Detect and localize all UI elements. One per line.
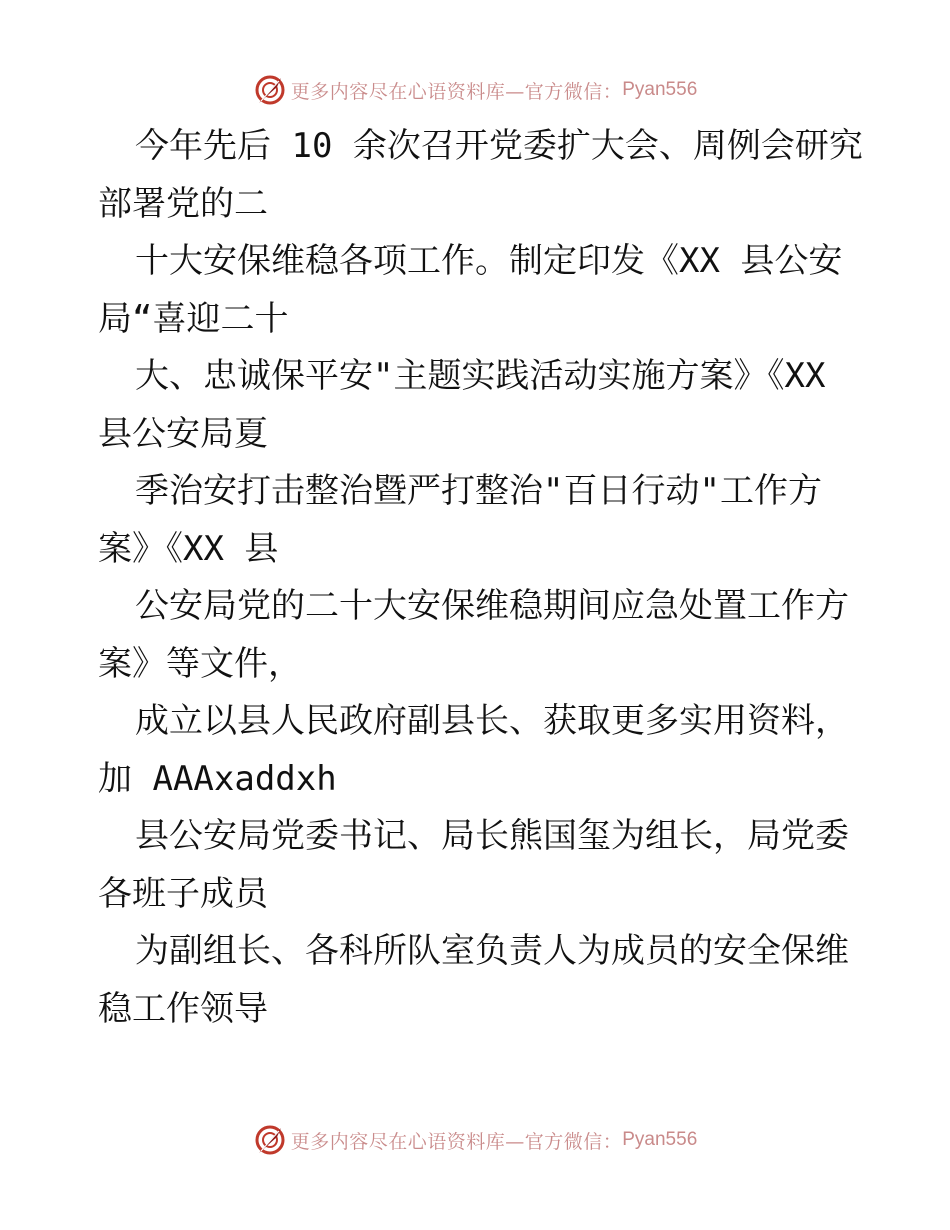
header-watermark-brand: Pyan556: [622, 79, 698, 100]
text-line: 公安局党的二十大安保维稳期间应急处置工作方: [135, 586, 849, 626]
text-line: 部署党的二: [98, 183, 268, 224]
text-line: 县公安局党委书记、局长熊国玺为组长，局党委: [135, 816, 849, 856]
text-line: 成立以县人民政府副县长、获取更多实用资料，: [135, 701, 849, 741]
text-line: 今年先后 10 余次召开党委扩大会、周例会研究: [135, 126, 863, 166]
text-line: 十大安保维稳各项工作。制定印发《XX 县公安: [135, 241, 843, 281]
text-line: 案》等文件，: [98, 643, 302, 684]
body-text: [98, 118, 863, 1038]
header-watermark: [0, 72, 950, 108]
quill-logo-icon: [253, 1123, 287, 1157]
quill-logo-icon: [253, 73, 287, 107]
text-line: 局“喜迎二十: [98, 298, 289, 339]
text-line: 加 AAAxaddxh: [98, 758, 337, 799]
header-watermark-text: 更多内容尽在心语资料库—官方微信：: [290, 80, 623, 103]
footer-watermark: [0, 1122, 950, 1158]
text-line: 县公安局夏: [98, 413, 268, 454]
text-line: 季治安打击整治暨严打整治"百日行动"工作方: [135, 471, 822, 511]
text-line: 大、忠诚保平安"主题实践活动实施方案》《XX: [135, 356, 826, 396]
footer-watermark-brand: Pyan556: [622, 1129, 698, 1150]
text-line: 为副组长、各科所队室负责人为成员的安全保维: [135, 931, 849, 971]
text-line: 各班子成员: [98, 873, 268, 914]
footer-watermark-text: 更多内容尽在心语资料库—官方微信：: [290, 1130, 623, 1153]
text-line: 稳工作领导: [98, 988, 268, 1029]
text-line: 案》《XX 县: [98, 528, 279, 569]
